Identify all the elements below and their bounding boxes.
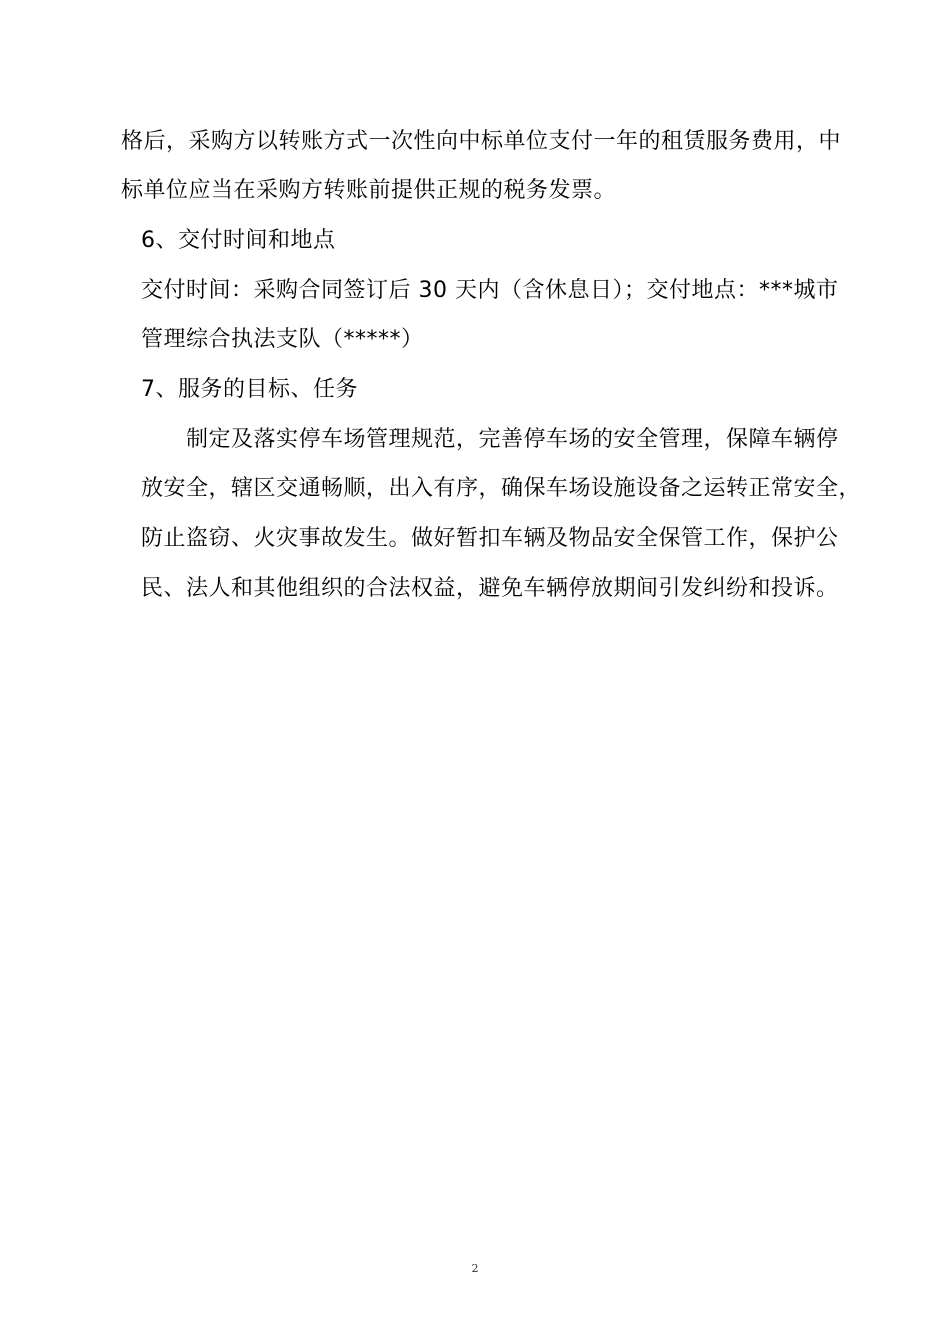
paragraph-line: 格后，采购方以转账方式一次性向中标单位支付一年的租赁服务费用，中: [121, 129, 842, 154]
paragraph-line: 制定及落实停车场管理规范，完善停车场的安全管理，保障车辆停: [186, 427, 839, 452]
section-heading: 7、服务的目标、任务: [141, 377, 358, 402]
paragraph-line: 放安全，辖区交通畅顺，出入有序，确保车场设施设备之运转正常安全，: [141, 476, 862, 501]
paragraph-line: 民、法人和其他组织的合法权益，避免车辆停放期间引发纠纷和投诉。: [141, 576, 839, 601]
page-number: 2: [471, 1262, 479, 1275]
paragraph-line: 标单位应当在采购方转账前提供正规的税务发票。: [121, 178, 617, 203]
paragraph-line: 防止盗窃、火灾事故发生。做好暂扣车辆及物品安全保管工作，保护公: [141, 526, 839, 551]
delivery-details-line: 管理综合执法支队（*****）: [141, 327, 424, 352]
section-heading: 6、交付时间和地点: [141, 228, 336, 253]
delivery-details-line: 交付时间：采购合同签订后 30 天内（含休息日）；交付地点：***城市: [141, 278, 839, 303]
